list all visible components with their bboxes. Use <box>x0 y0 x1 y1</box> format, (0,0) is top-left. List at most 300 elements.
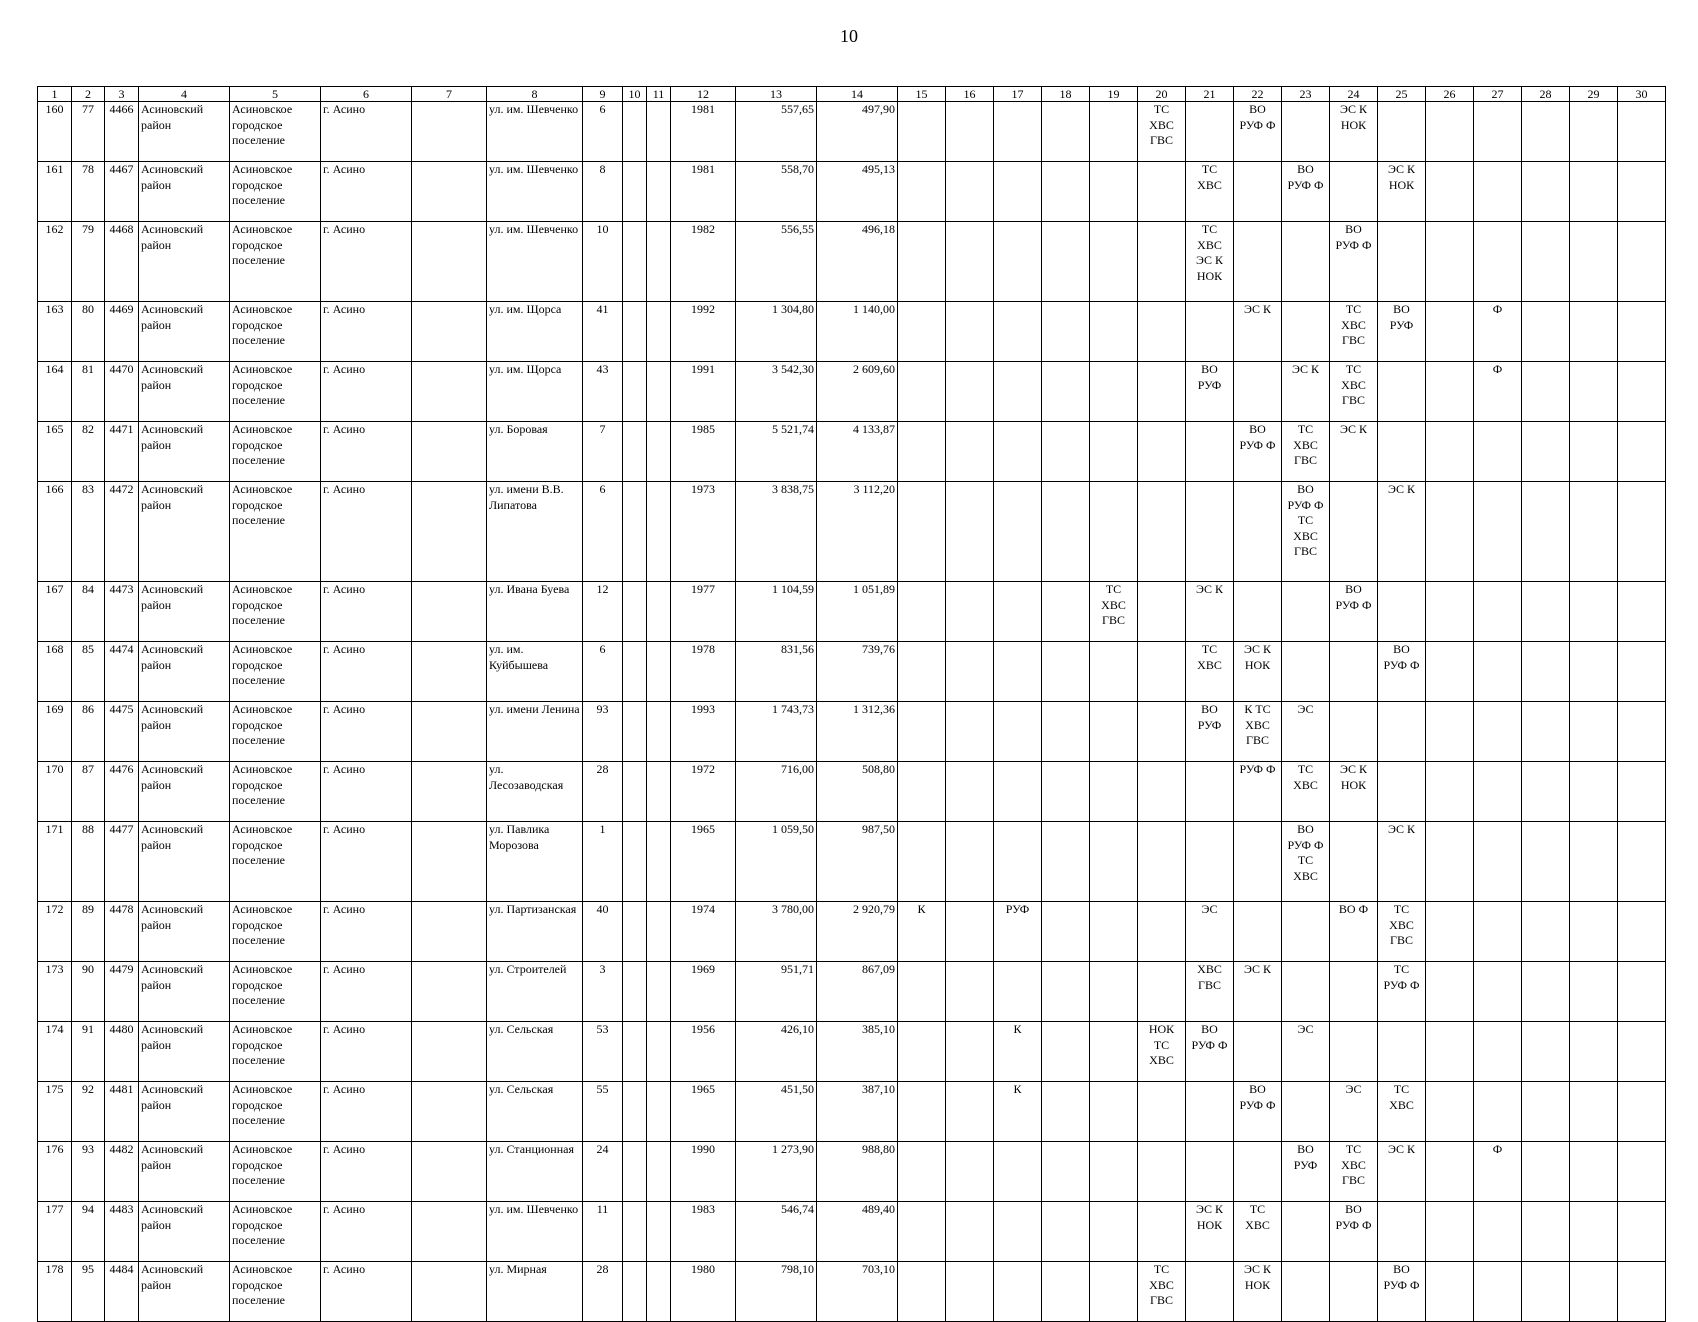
cell-col-4: Асиновский район <box>139 702 230 762</box>
table-row <box>38 902 1666 962</box>
cell-col-1: 162 <box>38 222 72 302</box>
cell-col-17 <box>994 222 1042 302</box>
cell-col-20 <box>1138 362 1186 422</box>
cell-col-20 <box>1138 582 1186 642</box>
table-row <box>38 582 1666 642</box>
cell-col-15 <box>898 582 946 642</box>
cell-col-27 <box>1474 762 1522 822</box>
cell-col-2: 81 <box>72 362 105 422</box>
cell-col-13: 716,00 <box>736 762 817 822</box>
cell-col-27 <box>1474 902 1522 962</box>
cell-col-27 <box>1474 642 1522 702</box>
cell-col-20: ТС ХВС ГВС <box>1138 102 1186 162</box>
cell-col-21: ТС ХВС <box>1186 162 1234 222</box>
cell-col-15 <box>898 1262 946 1322</box>
cell-col-22 <box>1234 822 1282 902</box>
column-header-24: 24 <box>1330 87 1378 102</box>
cell-col-2: 83 <box>72 482 105 582</box>
cell-col-13: 831,56 <box>736 642 817 702</box>
cell-col-29 <box>1570 902 1618 962</box>
cell-col-26 <box>1426 762 1474 822</box>
cell-col-23: ЭС <box>1282 702 1330 762</box>
cell-col-23: ВО РУФ <box>1282 1142 1330 1202</box>
cell-col-18 <box>1042 902 1090 962</box>
cell-col-18 <box>1042 582 1090 642</box>
cell-col-26 <box>1426 422 1474 482</box>
cell-col-10 <box>623 642 647 702</box>
cell-col-12: 1965 <box>671 1082 736 1142</box>
cell-col-25: ТС РУФ Ф <box>1378 962 1426 1022</box>
cell-col-12: 1985 <box>671 422 736 482</box>
cell-col-28 <box>1522 822 1570 902</box>
cell-col-12: 1992 <box>671 302 736 362</box>
cell-col-10 <box>623 362 647 422</box>
cell-col-16 <box>946 822 994 902</box>
cell-col-21: ХВС ГВС <box>1186 962 1234 1022</box>
cell-col-23 <box>1282 302 1330 362</box>
cell-col-30 <box>1618 302 1666 362</box>
cell-col-22 <box>1234 1022 1282 1082</box>
column-header-16: 16 <box>946 87 994 102</box>
cell-col-22 <box>1234 1142 1282 1202</box>
cell-col-6: г. Асино <box>321 362 412 422</box>
column-header-7: 7 <box>412 87 487 102</box>
cell-col-2: 80 <box>72 302 105 362</box>
cell-col-13: 1 273,90 <box>736 1142 817 1202</box>
cell-col-21: ВО РУФ <box>1186 362 1234 422</box>
cell-col-25: ТС ХВС ГВС <box>1378 902 1426 962</box>
cell-col-29 <box>1570 1202 1618 1262</box>
cell-col-15 <box>898 642 946 702</box>
cell-col-6: г. Асино <box>321 642 412 702</box>
cell-col-24 <box>1330 642 1378 702</box>
cell-col-17 <box>994 1202 1042 1262</box>
cell-col-5: Асиновское городское поселение <box>230 102 321 162</box>
cell-col-26 <box>1426 302 1474 362</box>
cell-col-8: ул. Станционная <box>487 1142 583 1202</box>
cell-col-19 <box>1090 1202 1138 1262</box>
cell-col-22 <box>1234 362 1282 422</box>
cell-col-24 <box>1330 162 1378 222</box>
cell-col-27 <box>1474 962 1522 1022</box>
cell-col-28 <box>1522 1142 1570 1202</box>
cell-col-11 <box>647 582 671 642</box>
cell-col-18 <box>1042 642 1090 702</box>
cell-col-12: 1965 <box>671 822 736 902</box>
cell-col-28 <box>1522 162 1570 222</box>
cell-col-6: г. Асино <box>321 302 412 362</box>
cell-col-18 <box>1042 302 1090 362</box>
cell-col-11 <box>647 902 671 962</box>
cell-col-13: 1 304,80 <box>736 302 817 362</box>
cell-col-26 <box>1426 162 1474 222</box>
cell-col-27: Ф <box>1474 362 1522 422</box>
cell-col-12: 1983 <box>671 1202 736 1262</box>
column-header-21: 21 <box>1186 87 1234 102</box>
cell-col-28 <box>1522 222 1570 302</box>
cell-col-17 <box>994 362 1042 422</box>
cell-col-26 <box>1426 102 1474 162</box>
cell-col-5: Асиновское городское поселение <box>230 222 321 302</box>
cell-col-22: ВО РУФ Ф <box>1234 1082 1282 1142</box>
cell-col-7 <box>412 482 487 582</box>
cell-col-17 <box>994 582 1042 642</box>
cell-col-7 <box>412 362 487 422</box>
cell-col-24 <box>1330 702 1378 762</box>
table-row <box>38 762 1666 822</box>
cell-col-26 <box>1426 362 1474 422</box>
cell-col-21 <box>1186 422 1234 482</box>
cell-col-6: г. Асино <box>321 1262 412 1322</box>
cell-col-11 <box>647 1082 671 1142</box>
cell-col-27 <box>1474 582 1522 642</box>
cell-col-22 <box>1234 902 1282 962</box>
cell-col-1: 163 <box>38 302 72 362</box>
cell-col-1: 168 <box>38 642 72 702</box>
cell-col-13: 5 521,74 <box>736 422 817 482</box>
cell-col-5: Асиновское городское поселение <box>230 962 321 1022</box>
cell-col-13: 3 780,00 <box>736 902 817 962</box>
column-header-30: 30 <box>1618 87 1666 102</box>
table-row <box>38 1142 1666 1202</box>
cell-col-14: 508,80 <box>817 762 898 822</box>
cell-col-27 <box>1474 482 1522 582</box>
cell-col-7 <box>412 302 487 362</box>
cell-col-13: 3 838,75 <box>736 482 817 582</box>
cell-col-19 <box>1090 222 1138 302</box>
cell-col-12: 1982 <box>671 222 736 302</box>
cell-col-3: 4484 <box>105 1262 139 1322</box>
cell-col-21 <box>1186 1262 1234 1322</box>
cell-col-19 <box>1090 1142 1138 1202</box>
cell-col-21: ВО РУФ <box>1186 702 1234 762</box>
column-header-2: 2 <box>72 87 105 102</box>
cell-col-6: г. Асино <box>321 902 412 962</box>
cell-col-4: Асиновский район <box>139 762 230 822</box>
cell-col-11 <box>647 1202 671 1262</box>
cell-col-21 <box>1186 302 1234 362</box>
cell-col-19 <box>1090 1262 1138 1322</box>
cell-col-24: ЭС К НОК <box>1330 762 1378 822</box>
cell-col-27 <box>1474 422 1522 482</box>
cell-col-1: 165 <box>38 422 72 482</box>
cell-col-6: г. Асино <box>321 222 412 302</box>
cell-col-6: г. Асино <box>321 1202 412 1262</box>
cell-col-15 <box>898 102 946 162</box>
cell-col-20 <box>1138 702 1186 762</box>
cell-col-7 <box>412 822 487 902</box>
cell-col-21: ТС ХВС <box>1186 642 1234 702</box>
cell-col-15 <box>898 822 946 902</box>
cell-col-28 <box>1522 902 1570 962</box>
cell-col-3: 4482 <box>105 1142 139 1202</box>
cell-col-2: 94 <box>72 1202 105 1262</box>
cell-col-22: ВО РУФ Ф <box>1234 102 1282 162</box>
cell-col-1: 175 <box>38 1082 72 1142</box>
cell-col-19 <box>1090 302 1138 362</box>
cell-col-14: 496,18 <box>817 222 898 302</box>
cell-col-13: 3 542,30 <box>736 362 817 422</box>
cell-col-20 <box>1138 482 1186 582</box>
column-header-25: 25 <box>1378 87 1426 102</box>
cell-col-8: ул. им. Шевченко <box>487 1202 583 1262</box>
cell-col-22 <box>1234 162 1282 222</box>
cell-col-28 <box>1522 962 1570 1022</box>
cell-col-14: 1 312,36 <box>817 702 898 762</box>
cell-col-4: Асиновский район <box>139 582 230 642</box>
cell-col-30 <box>1618 642 1666 702</box>
cell-col-29 <box>1570 162 1618 222</box>
cell-col-9: 1 <box>583 822 623 902</box>
column-header-13: 13 <box>736 87 817 102</box>
cell-col-9: 28 <box>583 1262 623 1322</box>
cell-col-3: 4477 <box>105 822 139 902</box>
cell-col-28 <box>1522 362 1570 422</box>
cell-col-23 <box>1282 1262 1330 1322</box>
cell-col-19 <box>1090 102 1138 162</box>
cell-col-14: 987,50 <box>817 822 898 902</box>
cell-col-7 <box>412 1082 487 1142</box>
cell-col-22: ТС ХВС <box>1234 1202 1282 1262</box>
cell-col-9: 41 <box>583 302 623 362</box>
cell-col-11 <box>647 1022 671 1082</box>
cell-col-21 <box>1186 482 1234 582</box>
cell-col-15 <box>898 302 946 362</box>
cell-col-8: ул. Павлика Морозова <box>487 822 583 902</box>
cell-col-30 <box>1618 1262 1666 1322</box>
cell-col-7 <box>412 762 487 822</box>
cell-col-25 <box>1378 582 1426 642</box>
cell-col-3: 4481 <box>105 1082 139 1142</box>
cell-col-7 <box>412 162 487 222</box>
cell-col-26 <box>1426 962 1474 1022</box>
cell-col-5: Асиновское городское поселение <box>230 1142 321 1202</box>
cell-col-26 <box>1426 822 1474 902</box>
cell-col-4: Асиновский район <box>139 162 230 222</box>
column-header-1: 1 <box>38 87 72 102</box>
cell-col-17 <box>994 702 1042 762</box>
cell-col-5: Асиновское городское поселение <box>230 422 321 482</box>
cell-col-16 <box>946 1202 994 1262</box>
column-header-23: 23 <box>1282 87 1330 102</box>
table-body <box>38 102 1666 1322</box>
cell-col-23: ВО РУФ Ф <box>1282 162 1330 222</box>
cell-col-9: 6 <box>583 642 623 702</box>
cell-col-10 <box>623 702 647 762</box>
cell-col-9: 55 <box>583 1082 623 1142</box>
cell-col-26 <box>1426 1262 1474 1322</box>
cell-col-29 <box>1570 482 1618 582</box>
cell-col-22 <box>1234 582 1282 642</box>
cell-col-24: ТС ХВС ГВС <box>1330 1142 1378 1202</box>
cell-col-23 <box>1282 1202 1330 1262</box>
cell-col-28 <box>1522 102 1570 162</box>
cell-col-27 <box>1474 162 1522 222</box>
cell-col-3: 4483 <box>105 1202 139 1262</box>
column-header-4: 4 <box>139 87 230 102</box>
cell-col-29 <box>1570 102 1618 162</box>
cell-col-29 <box>1570 1142 1618 1202</box>
cell-col-6: г. Асино <box>321 482 412 582</box>
cell-col-17 <box>994 1262 1042 1322</box>
cell-col-9: 3 <box>583 962 623 1022</box>
cell-col-7 <box>412 582 487 642</box>
cell-col-4: Асиновский район <box>139 902 230 962</box>
column-header-26: 26 <box>1426 87 1474 102</box>
cell-col-14: 703,10 <box>817 1262 898 1322</box>
cell-col-21: ТС ХВС ЭС К НОК <box>1186 222 1234 302</box>
cell-col-18 <box>1042 702 1090 762</box>
column-header-17: 17 <box>994 87 1042 102</box>
cell-col-13: 426,10 <box>736 1022 817 1082</box>
cell-col-8: ул. им. Шевченко <box>487 162 583 222</box>
cell-col-1: 171 <box>38 822 72 902</box>
cell-col-4: Асиновский район <box>139 1082 230 1142</box>
column-header-28: 28 <box>1522 87 1570 102</box>
table-row <box>38 962 1666 1022</box>
cell-col-16 <box>946 1262 994 1322</box>
cell-col-12: 1990 <box>671 1142 736 1202</box>
cell-col-17 <box>994 422 1042 482</box>
cell-col-21 <box>1186 762 1234 822</box>
cell-col-3: 4474 <box>105 642 139 702</box>
cell-col-4: Асиновский район <box>139 482 230 582</box>
cell-col-4: Асиновский район <box>139 822 230 902</box>
cell-col-24: ЭС К НОК <box>1330 102 1378 162</box>
cell-col-20 <box>1138 822 1186 902</box>
cell-col-27 <box>1474 702 1522 762</box>
cell-col-1: 164 <box>38 362 72 422</box>
table-row <box>38 1202 1666 1262</box>
cell-col-1: 174 <box>38 1022 72 1082</box>
cell-col-18 <box>1042 1142 1090 1202</box>
column-header-22: 22 <box>1234 87 1282 102</box>
cell-col-17 <box>994 102 1042 162</box>
table-row <box>38 222 1666 302</box>
cell-col-9: 93 <box>583 702 623 762</box>
cell-col-9: 6 <box>583 102 623 162</box>
cell-col-8: ул. Ивана Буева <box>487 582 583 642</box>
cell-col-25: ВО РУФ Ф <box>1378 642 1426 702</box>
cell-col-10 <box>623 822 647 902</box>
cell-col-14: 867,09 <box>817 962 898 1022</box>
cell-col-25 <box>1378 702 1426 762</box>
cell-col-24 <box>1330 1262 1378 1322</box>
cell-col-3: 4479 <box>105 962 139 1022</box>
cell-col-3: 4467 <box>105 162 139 222</box>
cell-col-4: Асиновский район <box>139 1262 230 1322</box>
cell-col-22: ЭС К НОК <box>1234 1262 1282 1322</box>
cell-col-14: 4 133,87 <box>817 422 898 482</box>
cell-col-28 <box>1522 1202 1570 1262</box>
cell-col-19 <box>1090 702 1138 762</box>
cell-col-18 <box>1042 1202 1090 1262</box>
cell-col-12: 1993 <box>671 702 736 762</box>
cell-col-12: 1956 <box>671 1022 736 1082</box>
cell-col-2: 89 <box>72 902 105 962</box>
cell-col-26 <box>1426 902 1474 962</box>
cell-col-20: НОК ТС ХВС <box>1138 1022 1186 1082</box>
cell-col-10 <box>623 482 647 582</box>
cell-col-8: ул. им. Шевченко <box>487 102 583 162</box>
cell-col-2: 84 <box>72 582 105 642</box>
cell-col-8: ул. имени Ленина <box>487 702 583 762</box>
cell-col-6: г. Асино <box>321 162 412 222</box>
cell-col-10 <box>623 1262 647 1322</box>
cell-col-27 <box>1474 1022 1522 1082</box>
cell-col-7 <box>412 422 487 482</box>
cell-col-28 <box>1522 1262 1570 1322</box>
cell-col-2: 95 <box>72 1262 105 1322</box>
cell-col-6: г. Асино <box>321 1022 412 1082</box>
cell-col-1: 161 <box>38 162 72 222</box>
cell-col-17 <box>994 762 1042 822</box>
cell-col-10 <box>623 582 647 642</box>
cell-col-8: ул. Мирная <box>487 1262 583 1322</box>
cell-col-8: ул. им. Щорса <box>487 302 583 362</box>
column-header-27: 27 <box>1474 87 1522 102</box>
column-header-8: 8 <box>487 87 583 102</box>
cell-col-25: ВО РУФ Ф <box>1378 1262 1426 1322</box>
cell-col-10 <box>623 422 647 482</box>
cell-col-29 <box>1570 822 1618 902</box>
cell-col-25 <box>1378 102 1426 162</box>
cell-col-23: ВО РУФ Ф ТС ХВС ГВС <box>1282 482 1330 582</box>
column-header-5: 5 <box>230 87 321 102</box>
cell-col-12: 1978 <box>671 642 736 702</box>
cell-col-16 <box>946 482 994 582</box>
cell-col-21 <box>1186 102 1234 162</box>
cell-col-10 <box>623 902 647 962</box>
cell-col-25 <box>1378 1202 1426 1262</box>
cell-col-10 <box>623 762 647 822</box>
cell-col-14: 495,13 <box>817 162 898 222</box>
cell-col-10 <box>623 302 647 362</box>
cell-col-2: 93 <box>72 1142 105 1202</box>
cell-col-9: 7 <box>583 422 623 482</box>
cell-col-11 <box>647 162 671 222</box>
cell-col-21: ЭС К НОК <box>1186 1202 1234 1262</box>
cell-col-7 <box>412 1142 487 1202</box>
cell-col-8: ул. им. Щорса <box>487 362 583 422</box>
column-number-row <box>38 87 1666 102</box>
cell-col-28 <box>1522 762 1570 822</box>
cell-col-19 <box>1090 1022 1138 1082</box>
cell-col-7 <box>412 1202 487 1262</box>
table-row <box>38 482 1666 582</box>
cell-col-14: 2 920,79 <box>817 902 898 962</box>
cell-col-19 <box>1090 902 1138 962</box>
cell-col-21 <box>1186 822 1234 902</box>
cell-col-15: К <box>898 902 946 962</box>
cell-col-1: 166 <box>38 482 72 582</box>
cell-col-16 <box>946 162 994 222</box>
cell-col-24 <box>1330 822 1378 902</box>
cell-col-5: Асиновское городское поселение <box>230 1262 321 1322</box>
cell-col-29 <box>1570 302 1618 362</box>
cell-col-10 <box>623 1082 647 1142</box>
cell-col-24: ВО РУФ Ф <box>1330 1202 1378 1262</box>
cell-col-1: 170 <box>38 762 72 822</box>
cell-col-5: Асиновское городское поселение <box>230 302 321 362</box>
cell-col-25: ЭС К <box>1378 822 1426 902</box>
cell-col-19 <box>1090 162 1138 222</box>
cell-col-3: 4472 <box>105 482 139 582</box>
cell-col-17: РУФ <box>994 902 1042 962</box>
cell-col-8: ул. имени В.В. Липатова <box>487 482 583 582</box>
column-header-12: 12 <box>671 87 736 102</box>
cell-col-11 <box>647 642 671 702</box>
